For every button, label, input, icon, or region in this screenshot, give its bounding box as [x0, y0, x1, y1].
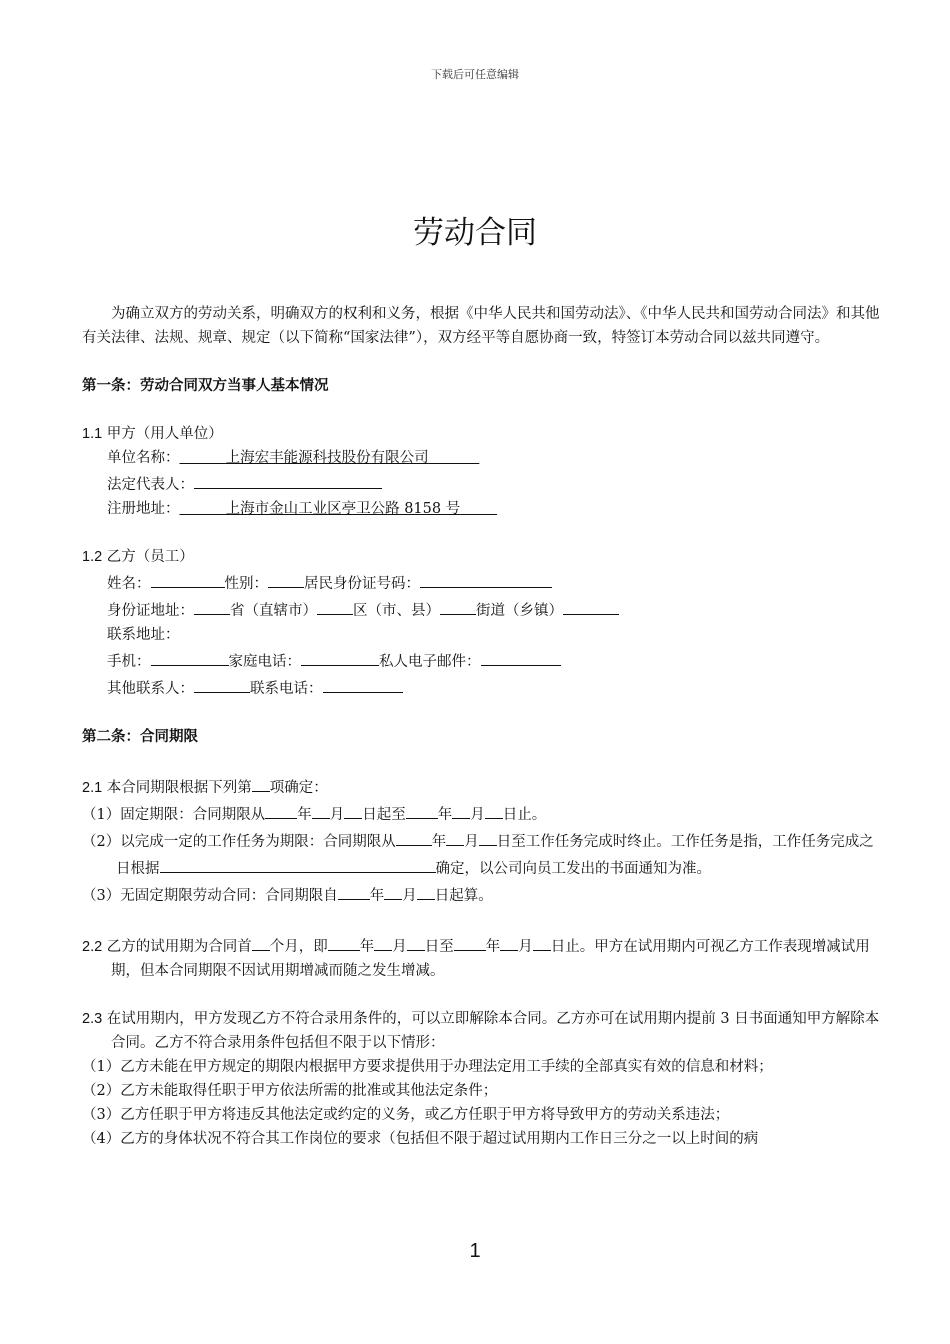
preamble: 为确立双方的劳动关系，明确双方的权利和义务，根据《中华人民共和国劳动法》、《中华人民共和国劳动合同法》和其他有关法律、法规、规章、规定（以下简称“国家法律”），双方经平等自愿协商一致，特签订本劳动合同以兹共同遵守。	[82, 306, 880, 346]
other-contact-line: 其他联系人： 联系电话：	[82, 674, 882, 701]
phone-line: 手机： 家庭电话： 私人电子邮件：	[82, 647, 882, 674]
legal-rep-blank	[194, 470, 382, 489]
section-2-1: 2.1 本合同期限根据下列第 项确定：	[82, 773, 882, 800]
fixed-term-line: （1）固定期限：合同期限从 年 月 日起至 年 月 日止。	[82, 800, 882, 827]
employer-name-value: 上海宏丰能源科技股份有限公司	[225, 450, 429, 466]
employer-name-line: 单位名称： 上海宏丰能源科技股份有限公司	[82, 446, 882, 470]
document-title: 劳动合同	[413, 215, 537, 251]
condition-item-2: （2）乙方未能取得任职于甲方依法所需的批准或其他法定条件；	[82, 1083, 498, 1099]
id-address-line: 身份证地址： 省（直辖市） 区（市、县） 街道（乡镇）	[82, 596, 882, 623]
header-note: 下载后可任意编辑	[431, 68, 519, 81]
condition-item-3: （3）乙方任职于甲方将违反其他法定或约定的义务，或乙方任职于甲方将导致甲方的劳动关系违法；	[82, 1107, 730, 1123]
open-term-line: （3）无固定期限劳动合同：合同期限自 年 月 日起算。	[82, 881, 882, 908]
registered-address-value: 上海市金山工业区亭卫公路 8158 号	[225, 501, 461, 517]
section-1-1: 1.1 甲方（用人单位）	[82, 426, 223, 442]
article-1-heading: 第一条：劳动合同双方当事人基本情况	[82, 377, 329, 394]
registered-address-line: 注册地址： 上海市金山工业区亭卫公路 8158 号	[82, 497, 882, 521]
section-2-2: 2.2 乙方的试用期为合同首 个月，即 年 月 日至 年 月 日止。甲方在试用期内可视乙方工作表现增减试用期，但本合同期限不因试用期增减而随之发生增减。	[82, 932, 882, 983]
condition-item-1: （1）乙方未能在甲方规定的期限内根据甲方要求提供用于办理法定用工手续的全部真实有效的信息和材料；	[82, 1059, 773, 1075]
article-2-heading: 第二条：合同期限	[82, 728, 198, 745]
section-1-2: 1.2 乙方（员工）	[82, 549, 194, 565]
condition-item-4: （4）乙方的身体状况不符合其工作岗位的要求（包括但不限于超过试用期内工作日三分之一以上时间的病	[82, 1131, 759, 1147]
task-term-paragraph: （2）以完成一定的工作任务为期限：合同期限从 年 月 日至工作任务完成时终止。工作任务是指，工作任务完成之日根据 确定，以公司向员工发出的书面通知为准。	[82, 827, 882, 881]
legal-rep-line: 法定代表人：	[82, 470, 882, 497]
contact-address-line: 联系地址：	[107, 627, 180, 643]
document-body	[82, 302, 882, 1151]
page-number: 1	[469, 1240, 481, 1262]
employee-name-line: 姓名： 性别： 居民身份证号码：	[82, 569, 882, 596]
section-2-3: 2.3 在试用期内，甲方发现乙方不符合录用条件的，可以立即解除本合同。乙方亦可在试用期内提前 3 日书面通知甲方解除本合同。乙方不符合录用条件包括但不限于以下情形：	[82, 1011, 880, 1051]
